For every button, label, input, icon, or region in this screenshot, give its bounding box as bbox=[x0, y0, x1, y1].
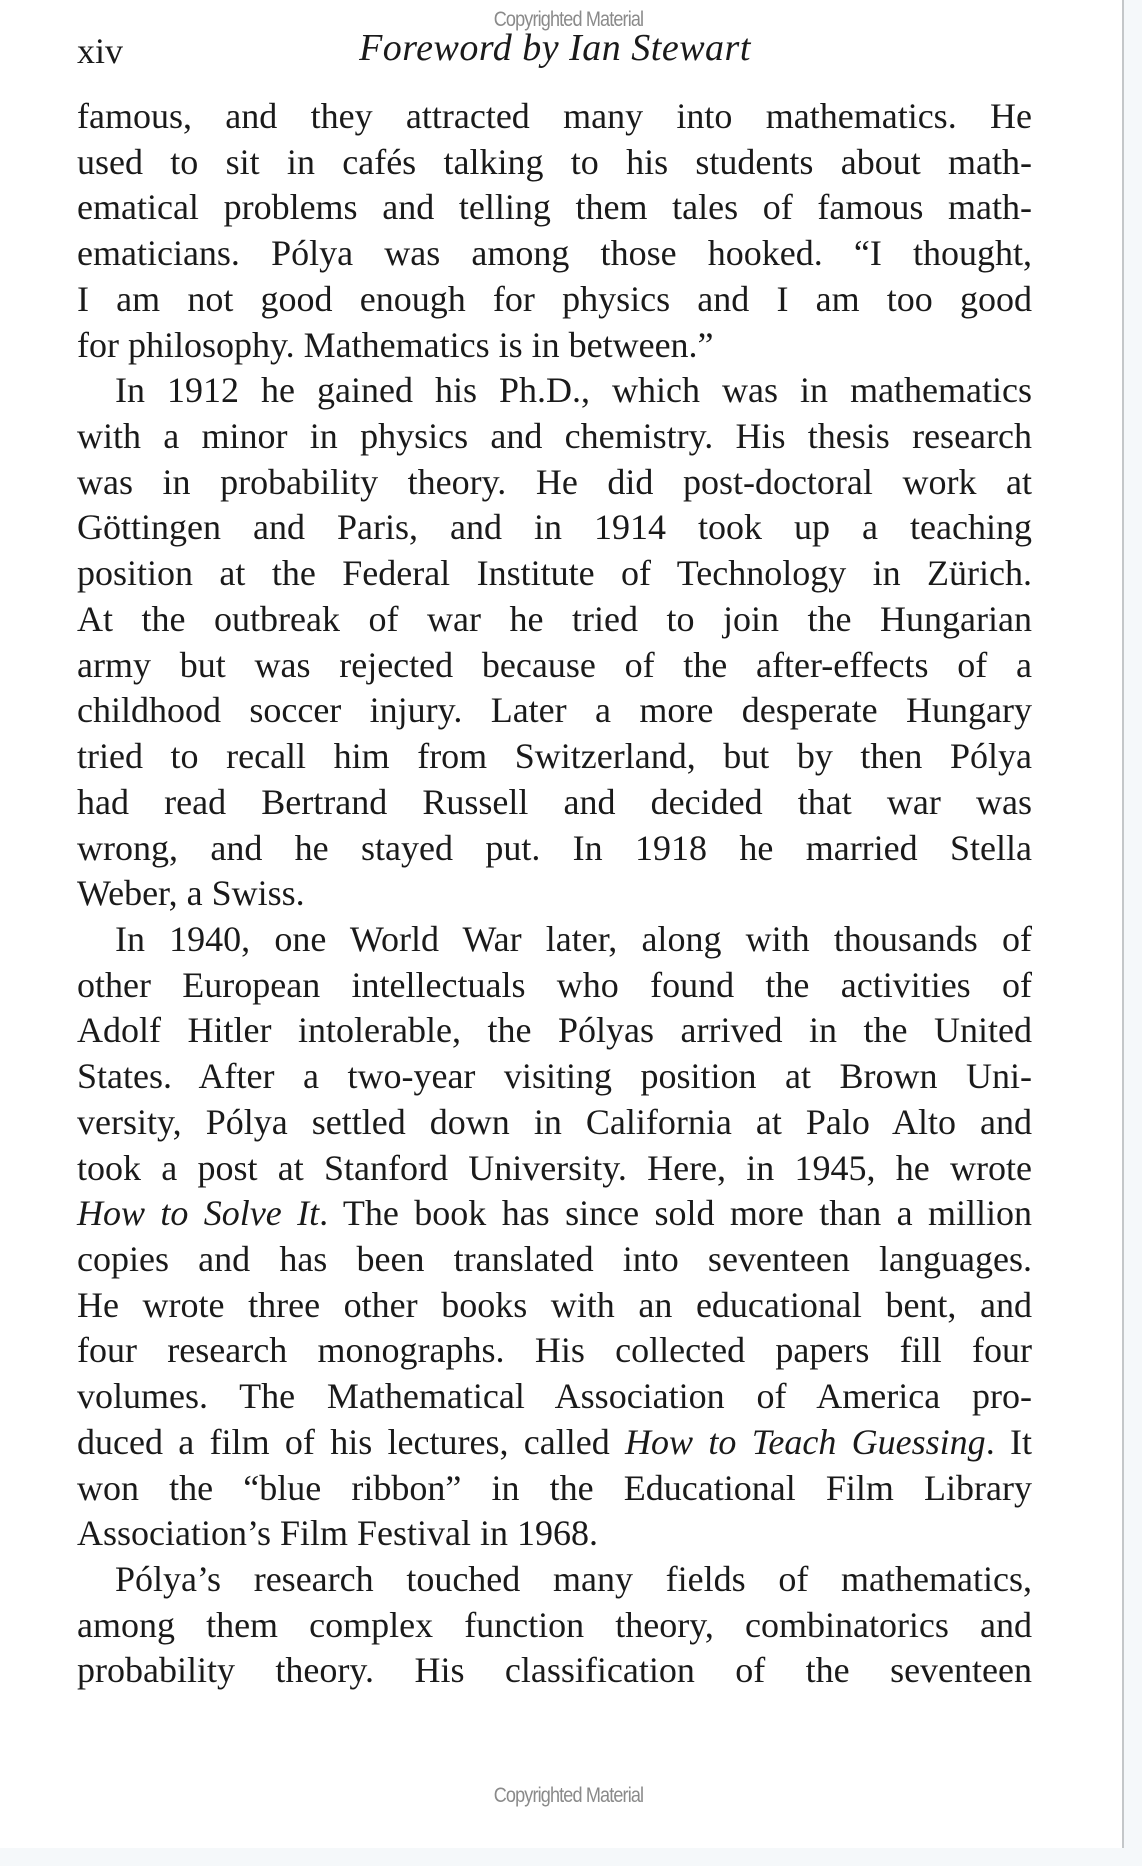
text-run: other European intellectuals who found the activities of bbox=[77, 964, 1032, 1005]
text-line bbox=[77, 1648, 1032, 1694]
text-run: Pólya’s research touched many fields of mathematics, bbox=[115, 1559, 1032, 1599]
text-line bbox=[77, 1374, 1032, 1420]
text-line bbox=[77, 1191, 1032, 1237]
text-line bbox=[77, 1054, 1032, 1100]
running-head: Foreword by Ian Stewart bbox=[359, 27, 751, 69]
text-line bbox=[77, 551, 1032, 597]
text-line bbox=[77, 185, 1032, 231]
text-run: took a post at Stanford University. Here, in 1945, he wrote bbox=[77, 1147, 1032, 1188]
paragraph bbox=[77, 368, 1032, 917]
text-run: was in probability theory. He did post-doctoral work at bbox=[77, 461, 1032, 502]
text-line bbox=[77, 826, 1032, 872]
text-line bbox=[77, 1100, 1032, 1146]
italic-title: How to Teach Guessing bbox=[625, 1421, 986, 1462]
text-line bbox=[77, 94, 1032, 140]
copyright-watermark-bottom: Copyrighted Material bbox=[493, 1784, 644, 1807]
text-line bbox=[77, 1557, 1032, 1603]
text-line bbox=[77, 917, 1032, 963]
text-run: In 1940, one World War later, along with thousands of bbox=[115, 918, 1032, 959]
text-run: ematicians. Pólya was among those hooked. “I thought, bbox=[77, 233, 1032, 274]
text-line bbox=[77, 277, 1032, 323]
text-line bbox=[77, 688, 1032, 734]
text-run: He wrote three other books with an educational bent, and bbox=[77, 1284, 1032, 1325]
text-line bbox=[77, 734, 1032, 780]
text-run: used to sit in cafés talking to his students about math- bbox=[77, 141, 1032, 182]
text-line bbox=[77, 1237, 1032, 1283]
text-run: volumes. The Mathematical Association of America pro- bbox=[77, 1376, 1032, 1417]
text-run: Adolf Hitler intolerable, the Pólyas arrived in the United bbox=[77, 1010, 1032, 1051]
text-line bbox=[77, 1511, 1032, 1557]
text-run: Association’s Film Festival in 1968. bbox=[77, 1513, 599, 1554]
text-run: famous, and they attracted many into mathematics. He bbox=[77, 96, 1032, 136]
text-line bbox=[77, 140, 1032, 186]
text-line bbox=[77, 871, 1032, 917]
text-run: . The book has since sold more than a million bbox=[319, 1193, 1032, 1234]
text-line bbox=[77, 643, 1032, 689]
text-run: for philosophy. Mathematics is in between.” bbox=[77, 324, 714, 365]
text-run: army but was rejected because of the after-effects of a bbox=[77, 644, 1032, 685]
text-run: duced a film of his lectures, called bbox=[77, 1421, 626, 1462]
text-run: ematical problems and telling them tales of famous math- bbox=[77, 187, 1032, 228]
copyright-watermark-top: Copyrighted Material bbox=[493, 8, 644, 31]
paragraph bbox=[77, 1557, 1032, 1694]
text-line bbox=[77, 963, 1032, 1009]
text-line bbox=[77, 1283, 1032, 1329]
text-run: tried to recall him from Switzerland, but by then Pólya bbox=[77, 736, 1032, 777]
text-line bbox=[77, 780, 1032, 826]
text-run: versity, Pólya settled down in California at Palo Alto and bbox=[77, 1101, 1032, 1142]
text-run: with a minor in physics and chemistry. His thesis research bbox=[77, 416, 1032, 457]
text-line bbox=[77, 368, 1032, 414]
text-line bbox=[77, 460, 1032, 506]
paragraph bbox=[77, 94, 1032, 368]
text-run: Weber, a Swiss. bbox=[77, 873, 305, 914]
text-line bbox=[77, 597, 1032, 643]
text-run: Göttingen and Paris, and in 1914 took up a teaching bbox=[77, 507, 1032, 548]
text-run: had read Bertrand Russell and decided that war was bbox=[77, 781, 1032, 822]
text-run: I am not good enough for physics and I am too good bbox=[77, 278, 1032, 319]
italic-title: How to Solve It bbox=[77, 1193, 320, 1234]
text-line bbox=[77, 505, 1032, 551]
text-run: wrong, and he stayed put. In 1918 he married Stella bbox=[77, 827, 1032, 868]
text-line bbox=[77, 1328, 1032, 1374]
text-run: In 1912 he gained his Ph.D., which was in mathematics bbox=[115, 370, 1032, 411]
body-text bbox=[77, 94, 1032, 1694]
text-line bbox=[77, 231, 1032, 277]
text-run: At the outbreak of war he tried to join the Hungarian bbox=[77, 598, 1032, 639]
text-run: childhood soccer injury. Later a more desperate Hungary bbox=[77, 690, 1032, 731]
text-line bbox=[77, 323, 1032, 369]
text-run: . It bbox=[985, 1421, 1032, 1462]
paragraph bbox=[77, 917, 1032, 1557]
text-run: won the “blue ribbon” in the Educational Film Library bbox=[77, 1467, 1032, 1508]
text-line bbox=[77, 414, 1032, 460]
text-run: four research monographs. His collected papers fill four bbox=[77, 1330, 1032, 1371]
text-run: States. After a two-year visiting position at Brown Uni- bbox=[77, 1056, 1032, 1097]
text-run: position at the Federal Institute of Technology in Zürich. bbox=[77, 553, 1032, 594]
text-line bbox=[77, 1466, 1032, 1512]
text-run: among them complex function theory, combinatorics and bbox=[77, 1604, 1032, 1645]
text-run: probability theory. His classification of the seventeen bbox=[77, 1650, 1032, 1691]
text-line bbox=[77, 1603, 1032, 1649]
text-line bbox=[77, 1146, 1032, 1192]
text-run: copies and has been translated into seventeen languages. bbox=[77, 1238, 1032, 1279]
text-line bbox=[77, 1008, 1032, 1054]
text-line bbox=[77, 1420, 1032, 1466]
page-number: xiv bbox=[77, 31, 124, 71]
